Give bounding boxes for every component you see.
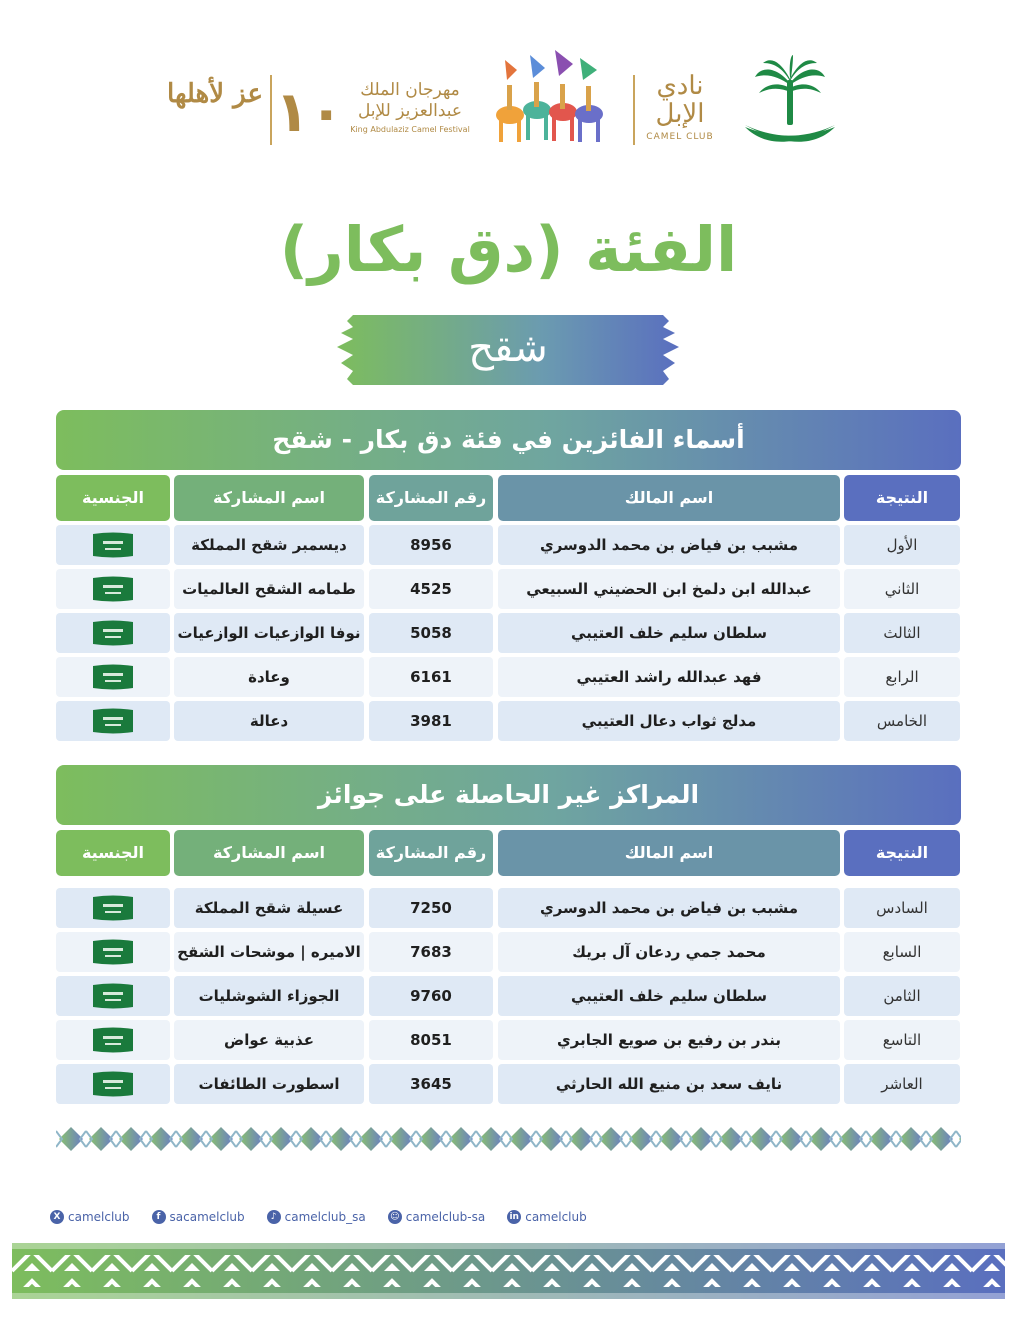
row-rank: الثامن — [844, 976, 960, 1016]
decorative-pattern — [56, 1125, 961, 1153]
festival-name-en: King Abdulaziz Camel Festival — [350, 125, 470, 134]
row-number: 5058 — [369, 613, 493, 653]
row-entry: عسيلة شقح المملكة — [174, 888, 364, 928]
festival-logo — [340, 80, 480, 134]
row-entry: وعادة — [174, 657, 364, 697]
row-number: 7683 — [369, 932, 493, 972]
social-handle: sacamelclub — [169, 1210, 245, 1224]
row-rank: السادس — [844, 888, 960, 928]
row-nationality — [56, 701, 170, 741]
row-rank: السابع — [844, 932, 960, 972]
row-number: 8956 — [369, 525, 493, 565]
saudi-flag-icon — [91, 982, 135, 1010]
row-entry: اسطورت الطائفات — [174, 1064, 364, 1104]
row-rank: الثالث — [844, 613, 960, 653]
social-snapchat[interactable] — [388, 1210, 485, 1224]
row-rank: الثاني — [844, 569, 960, 609]
row-number: 8051 — [369, 1020, 493, 1060]
row-entry: الاميره | موشحات الشقح — [174, 932, 364, 972]
col-head-entry: اسم المشاركة — [174, 475, 364, 521]
social-handles — [50, 1205, 650, 1229]
header-divider — [633, 75, 635, 145]
saudi-flag-icon — [91, 707, 135, 735]
festival-name-ar: مهرجان الملك عبدالعزيز للإبل — [357, 80, 463, 121]
row-owner: بندر بن رفيع بن صويع الجابري — [498, 1020, 840, 1060]
saudi-flag-icon — [91, 663, 135, 691]
social-handle: camelclub — [68, 1210, 130, 1224]
col-head-nationality: الجنسية — [56, 475, 170, 521]
row-nationality — [56, 976, 170, 1016]
row-entry: عذبية عواض — [174, 1020, 364, 1060]
camel-riders-icon — [485, 50, 620, 150]
type-label: شقح — [468, 325, 548, 371]
x-icon: X — [50, 1210, 64, 1224]
row-owner: فهد عبدالله راشد العتيبي — [498, 657, 840, 697]
row-nationality — [56, 1064, 170, 1104]
row-nationality — [56, 888, 170, 928]
non-prize-section-title: المراكز غير الحاصلة على جوائز — [56, 765, 961, 825]
col-head-owner: اسم المالك — [498, 475, 840, 521]
row-nationality — [56, 525, 170, 565]
row-owner: محمد جمي ردعان آل بريك — [498, 932, 840, 972]
row-owner: نايف سعد بن منيع الله الحارثي — [498, 1064, 840, 1104]
row-entry: نوفا الوازعيات الوازعيات — [174, 613, 364, 653]
social-handle: camelclub_sa — [284, 1210, 366, 1224]
col-head-number: رقم المشاركة — [369, 475, 493, 521]
social-linkedin[interactable] — [507, 1210, 587, 1224]
saudi-flag-icon — [91, 619, 135, 647]
col-head-rank: النتيجة — [844, 475, 960, 521]
row-nationality — [56, 657, 170, 697]
header-logos — [0, 40, 1017, 170]
saudi-flag-icon — [91, 938, 135, 966]
row-owner: مشبب بن فياض بن محمد الدوسري — [498, 888, 840, 928]
col-head-number: رقم المشاركة — [369, 830, 493, 876]
col-head-owner: اسم المالك — [498, 830, 840, 876]
row-number: 4525 — [369, 569, 493, 609]
row-owner: عبدالله ابن دلمخ ابن الحضيني السبيعي — [498, 569, 840, 609]
row-entry: ديسمبر شقح المملكة — [174, 525, 364, 565]
row-owner: مشبب بن فياض بن محمد الدوسري — [498, 525, 840, 565]
social-handle: camelclub-sa — [405, 1210, 486, 1224]
social-facebook[interactable] — [152, 1210, 245, 1224]
club-name-en: CAMEL CLUB — [646, 132, 714, 142]
row-number: 3981 — [369, 701, 493, 741]
col-head-rank: النتيجة — [844, 830, 960, 876]
col-head-entry: اسم المشاركة — [174, 830, 364, 876]
social-x[interactable] — [50, 1210, 130, 1224]
row-rank: التاسع — [844, 1020, 960, 1060]
tiktok-instagram-icon: ♪ — [267, 1210, 281, 1224]
row-rank: الرابع — [844, 657, 960, 697]
saudi-flag-icon — [91, 1070, 135, 1098]
row-rank: الخامس — [844, 701, 960, 741]
row-number: 6161 — [369, 657, 493, 697]
social-tiktok-instagram[interactable] — [267, 1210, 366, 1224]
category-title: الفئة (دق بكار) — [279, 213, 738, 286]
club-name-ar: نادي الإبل — [655, 71, 705, 129]
row-nationality — [56, 613, 170, 653]
saudi-flag-icon — [91, 1026, 135, 1054]
facebook-icon: f — [152, 1210, 166, 1224]
row-owner: سلطان سليم خلف العتيبي — [498, 976, 840, 1016]
saudi-flag-icon — [91, 531, 135, 559]
edition-number: ١٠ — [275, 80, 344, 145]
linkedin-icon: in — [507, 1210, 521, 1224]
bottom-decorative-band — [12, 1243, 1005, 1299]
row-entry: دعالة — [174, 701, 364, 741]
row-number: 3645 — [369, 1064, 493, 1104]
row-rank: الأول — [844, 525, 960, 565]
camel-club-logo — [630, 72, 730, 142]
row-nationality — [56, 1020, 170, 1060]
row-owner: سلطان سليم خلف العتيبي — [498, 613, 840, 653]
snapchat-icon: ☺ — [388, 1210, 402, 1224]
row-owner: مدلج ثواب دعال العتيبي — [498, 701, 840, 741]
row-rank: العاشر — [844, 1064, 960, 1104]
saudi-flag-icon — [91, 894, 135, 922]
row-number: 9760 — [369, 976, 493, 1016]
row-number: 7250 — [369, 888, 493, 928]
row-entry: طمامه الشقح العالميات — [174, 569, 364, 609]
social-handle: camelclub — [525, 1210, 587, 1224]
row-entry: الجوزاء الشوشليات — [174, 976, 364, 1016]
row-nationality — [56, 932, 170, 972]
slogan-logo: عز لأهلها — [167, 79, 263, 109]
saudi-flag-icon — [91, 575, 135, 603]
header-divider — [270, 75, 272, 145]
row-nationality — [56, 569, 170, 609]
palm-swords-emblem-icon — [735, 55, 845, 155]
col-head-nationality: الجنسية — [56, 830, 170, 876]
winners-section-title: أسماء الفائزين في فئة دق بكار - شقح — [56, 410, 961, 470]
